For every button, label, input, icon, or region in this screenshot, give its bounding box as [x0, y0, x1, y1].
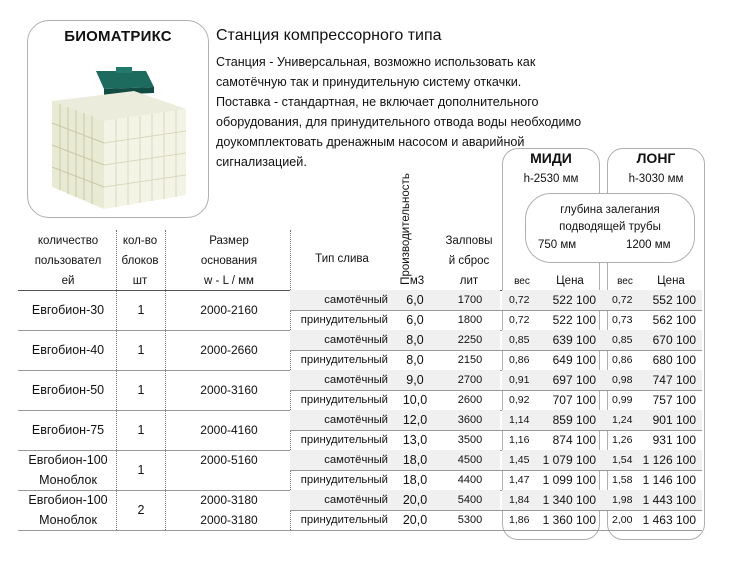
- blocks-cell: 1: [137, 303, 145, 317]
- flow-cell: 2700: [457, 374, 483, 386]
- weight-long-cell: 1,54: [612, 454, 633, 466]
- model-height-long: h-3030 мм: [628, 173, 684, 185]
- flow-cell: 2250: [457, 334, 483, 346]
- price-midi-cell: 707 100: [552, 393, 596, 407]
- model-name-cell: [20, 300, 116, 320]
- weight-midi-cell: 1,47: [509, 474, 530, 486]
- model-name-line: Евгобион-75: [31, 423, 105, 437]
- performance-cell: 9,0: [406, 373, 424, 387]
- price-long-cell: 670 100: [652, 333, 696, 347]
- price-long-cell: 1 463 100: [642, 513, 696, 527]
- drain-type-cell: самотёчный: [324, 374, 388, 386]
- weight-midi-cell: 1,86: [509, 514, 530, 526]
- model-name-midi: МИДИ: [530, 150, 572, 166]
- depth-box: [525, 193, 695, 263]
- flow-cell: 4500: [457, 454, 483, 466]
- depth-midi: 750 мм: [538, 239, 577, 251]
- page-title: Станция компрессорного типа: [216, 27, 442, 44]
- septic-tank-image: [46, 63, 192, 211]
- blocks-cell: 1: [137, 343, 145, 357]
- model-name-line: Евгобион-100: [28, 493, 108, 507]
- price-long-cell: 1 146 100: [642, 473, 696, 487]
- weight-midi-cell: 0,86: [509, 354, 530, 366]
- description-line: оборудования, для принудительного отвода воды необходимо: [216, 115, 582, 129]
- performance-cell: 6,0: [406, 293, 424, 307]
- description-line: сигнализацией.: [216, 155, 307, 169]
- performance-cell: 6,0: [406, 313, 424, 327]
- flow-cell: 2150: [457, 354, 483, 366]
- price-long-cell: 1 126 100: [642, 453, 696, 467]
- col-header-size: Размер основания w - L / мм: [200, 235, 258, 287]
- drain-type-cell: принудительный: [300, 474, 388, 486]
- model-height-midi: h-2530 мм: [523, 173, 579, 185]
- weight-midi-cell: 1,14: [509, 414, 530, 426]
- weight-long-cell: 0,86: [612, 354, 633, 366]
- col-header-users: количество пользовател ей: [34, 235, 102, 287]
- price-midi-cell: 697 100: [552, 373, 596, 387]
- blocks-cell: 2: [137, 503, 145, 517]
- price-midi-cell: 649 100: [552, 353, 596, 367]
- model-name-line: Евгобион-40: [31, 343, 105, 357]
- price-long-cell: 1 443 100: [642, 493, 696, 507]
- drain-type-cell: самотёчный: [324, 454, 388, 466]
- description-line: Станция - Универсальная, возможно использовать как: [216, 55, 536, 69]
- drain-type-cell: принудительный: [300, 394, 388, 406]
- price-midi-cell: 859 100: [552, 413, 596, 427]
- model-name-line: Моноблок: [39, 473, 97, 487]
- performance-cell: 12,0: [402, 413, 428, 427]
- weight-long-cell: 1,24: [612, 414, 633, 426]
- description-line: Поставка - стандартная, не включает дополнительного: [216, 95, 539, 109]
- blocks-cell: 1: [137, 383, 145, 397]
- size-cell: 2000-5160: [200, 453, 258, 467]
- performance-cell: 13,0: [402, 433, 428, 447]
- model-name-cell: [20, 450, 116, 490]
- drain-type-cell: принудительный: [300, 514, 388, 526]
- performance-cell: 8,0: [406, 333, 424, 347]
- weight-long-cell: 0,98: [612, 374, 633, 386]
- performance-cell: 20,0: [402, 513, 428, 527]
- model-name-long: ЛОНГ: [636, 150, 676, 166]
- blocks-cell: 1: [137, 423, 145, 437]
- col-header-price-long: Цена: [657, 275, 685, 287]
- weight-long-cell: 1,26: [612, 434, 633, 446]
- price-midi-cell: 874 100: [552, 433, 596, 447]
- drain-type-cell: самотёчный: [324, 294, 388, 306]
- description-line: самотёчную так и принудительную систему откачки.: [216, 75, 522, 89]
- weight-midi-cell: 0,85: [509, 334, 530, 346]
- flow-cell: 4400: [457, 474, 483, 486]
- price-midi-cell: 1 099 100: [542, 473, 596, 487]
- weight-long-cell: 0,99: [612, 394, 633, 406]
- model-name-line: Евгобион-50: [31, 383, 105, 397]
- col-header-price-midi: Цена: [556, 275, 584, 287]
- drain-type-cell: самотёчный: [324, 334, 388, 346]
- size-cell: 2000-2160: [200, 303, 258, 317]
- brand-title: БИОМАТРИКС: [64, 28, 172, 45]
- description-line: доукомплектовать дренажным насосом и аварийной: [216, 135, 525, 149]
- group-divider: [18, 530, 702, 531]
- price-midi-cell: 1 360 100: [542, 513, 596, 527]
- depth-label: подводящей трубы: [559, 221, 661, 233]
- blocks-cell: 1: [137, 463, 145, 477]
- model-name-line: Евгобион-30: [31, 303, 105, 317]
- model-name-line: Моноблок: [39, 513, 97, 527]
- col-header-perf: Производительность: [400, 173, 412, 285]
- model-name-cell: [20, 420, 116, 440]
- price-midi-cell: 639 100: [552, 333, 596, 347]
- weight-midi-cell: 0,72: [509, 294, 530, 306]
- drain-type-cell: принудительный: [300, 354, 388, 366]
- weight-midi-cell: 1,16: [509, 434, 530, 446]
- model-name-cell: [20, 340, 116, 360]
- weight-long-cell: 0,73: [612, 314, 633, 326]
- weight-midi-cell: 0,91: [509, 374, 530, 386]
- size-cell: 2000-2660: [200, 343, 258, 357]
- size-cell: 2000-3180: [200, 493, 258, 507]
- drain-type-cell: принудительный: [300, 314, 388, 326]
- weight-midi-cell: 0,92: [509, 394, 530, 406]
- weight-midi-cell: 1,84: [509, 494, 530, 506]
- col-header-weight-midi: вес: [514, 276, 530, 287]
- performance-cell: 20,0: [402, 493, 428, 507]
- model-name-cell: [20, 490, 116, 530]
- brand-box: [27, 20, 209, 218]
- model-name-line: Евгобион-100: [28, 453, 108, 467]
- flow-cell: 5300: [457, 514, 483, 526]
- drain-type-cell: самотёчный: [324, 414, 388, 426]
- size-cell: 2000-3160: [200, 383, 258, 397]
- weight-long-cell: 1,58: [612, 474, 633, 486]
- price-midi-cell: 1 079 100: [542, 453, 596, 467]
- price-long-cell: 552 100: [652, 293, 696, 307]
- price-long-cell: 931 100: [652, 433, 696, 447]
- depth-label: глубина залегания: [560, 204, 660, 216]
- performance-cell: 10,0: [402, 393, 428, 407]
- col-header-perf-unit: м3: [409, 275, 425, 287]
- weight-midi-cell: 0,72: [509, 314, 530, 326]
- price-midi-cell: 522 100: [552, 313, 596, 327]
- price-long-cell: 562 100: [652, 313, 696, 327]
- drain-type-cell: принудительный: [300, 434, 388, 446]
- price-long-cell: 680 100: [652, 353, 696, 367]
- price-long-cell: 757 100: [652, 393, 696, 407]
- weight-long-cell: 1,98: [612, 494, 633, 506]
- size-cell: 2000-3180: [200, 513, 258, 527]
- price-midi-cell: 522 100: [552, 293, 596, 307]
- col-header-flow: Залповы й сброс лит: [445, 235, 493, 287]
- col-header-blocks: кол-во блоков шт: [121, 235, 159, 287]
- performance-cell: 18,0: [402, 473, 428, 487]
- price-midi-cell: 1 340 100: [542, 493, 596, 507]
- flow-cell: 3600: [457, 414, 483, 426]
- model-name-cell: [20, 380, 116, 400]
- price-long-cell: 747 100: [652, 373, 696, 387]
- flow-cell: 5400: [457, 494, 483, 506]
- weight-long-cell: 0,85: [612, 334, 633, 346]
- drain-type-cell: самотёчный: [324, 494, 388, 506]
- performance-cell: 8,0: [406, 353, 424, 367]
- weight-long-cell: 2,00: [612, 514, 633, 526]
- flow-cell: 2600: [457, 394, 483, 406]
- weight-long-cell: 0,72: [612, 294, 633, 306]
- size-cell: 2000-4160: [200, 423, 258, 437]
- flow-cell: 3500: [457, 434, 483, 446]
- price-long-cell: 901 100: [652, 413, 696, 427]
- flow-cell: 1700: [457, 294, 483, 306]
- weight-midi-cell: 1,45: [509, 454, 530, 466]
- depth-long: 1200 мм: [626, 239, 671, 251]
- col-header-drain: Тип слива: [315, 253, 369, 265]
- performance-cell: 18,0: [402, 453, 428, 467]
- col-header-weight-long: вес: [617, 276, 633, 287]
- flow-cell: 1800: [457, 314, 483, 326]
